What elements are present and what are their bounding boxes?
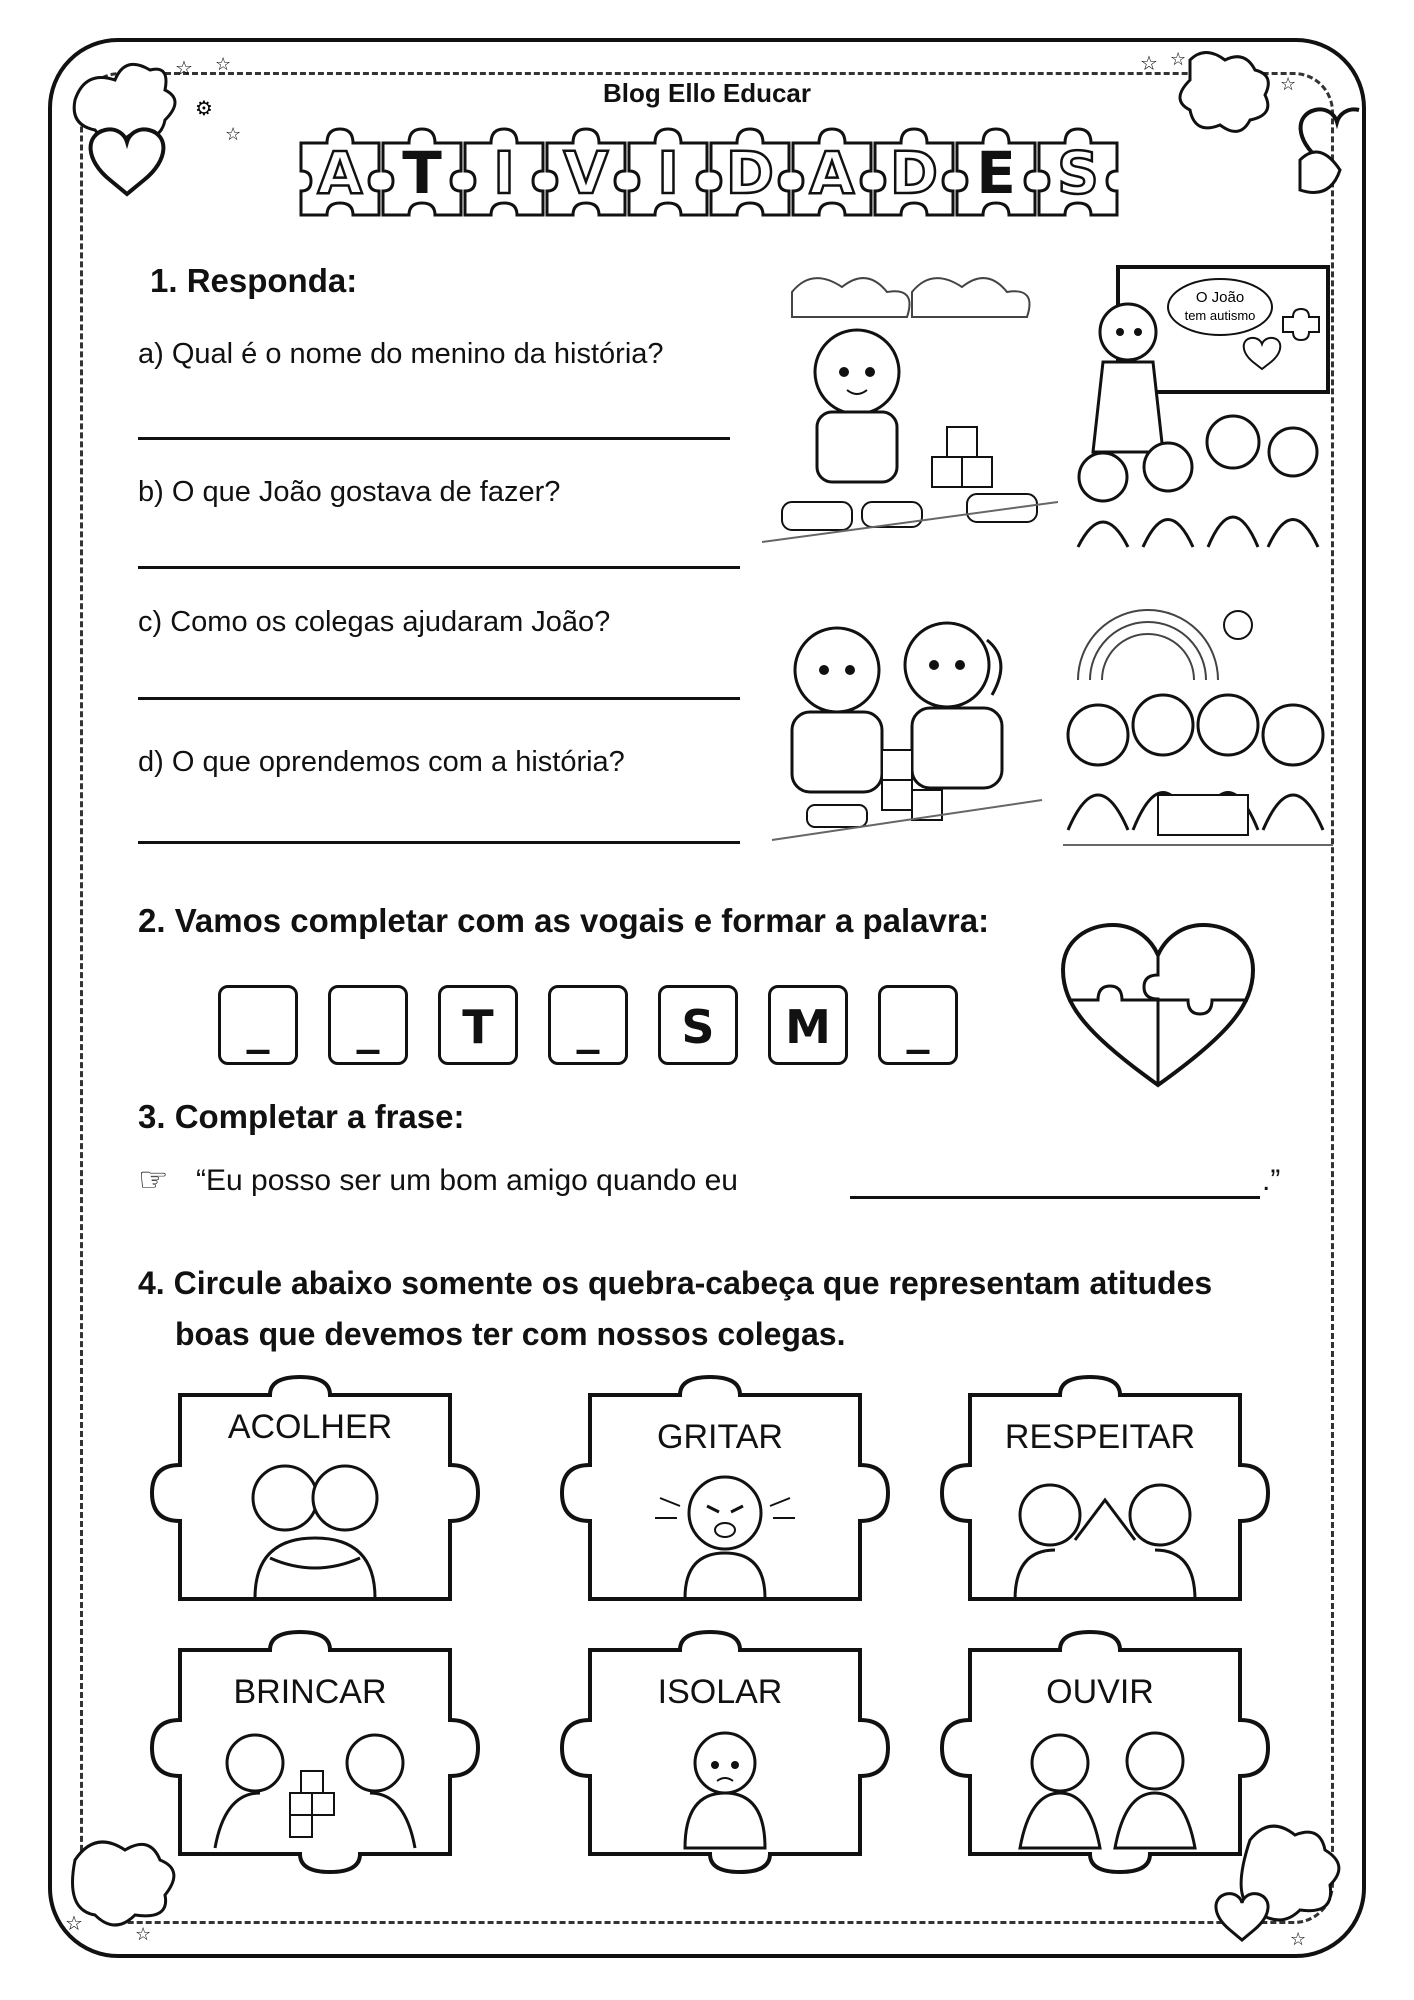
title-letter: V: [563, 139, 609, 207]
piece-label: OUVIR: [1046, 1673, 1154, 1711]
svg-text:☆: ☆: [1280, 74, 1297, 94]
puzzle-heart-icon: [1058, 920, 1258, 1095]
svg-text:☆: ☆: [1170, 49, 1187, 69]
puzzle-piece-gritar[interactable]: [545, 1370, 905, 1610]
puzzle-piece-isolar[interactable]: [545, 1625, 905, 1865]
letter-box[interactable]: _: [548, 985, 628, 1065]
sentence-start: “Eu posso ser um bom amigo quando eu: [196, 1164, 738, 1197]
letter-box[interactable]: _: [878, 985, 958, 1065]
illustration-children-talking: [1005, 1723, 1205, 1853]
answer-line-a[interactable]: [138, 437, 730, 440]
title-letter: E: [976, 139, 1016, 207]
title-letter: A: [317, 139, 363, 207]
question-b: b) O que João gostava de fazer?: [138, 476, 561, 508]
question-a: a) Qual é o nome do menino da história?: [138, 338, 664, 370]
corner-decoration-top-right: [1130, 40, 1360, 210]
pointing-hand-icon: ☞: [138, 1161, 169, 1199]
rainbow-icon: [1078, 610, 1218, 680]
puzzle-piece-brincar[interactable]: [135, 1625, 495, 1865]
svg-text:☆: ☆: [1140, 53, 1158, 75]
title-tile: [1033, 125, 1123, 225]
svg-text:☆: ☆: [65, 1913, 83, 1935]
piece-label: RESPEITAR: [1004, 1418, 1196, 1456]
speech-bubble-line1: O João: [1195, 289, 1245, 306]
answer-line-b[interactable]: [138, 566, 740, 569]
piece-label: ISOLAR: [657, 1673, 783, 1711]
title-letter: S: [1057, 139, 1099, 207]
answer-line-d[interactable]: [138, 841, 740, 844]
title-tile: [541, 125, 631, 225]
title-tile: [869, 125, 959, 225]
illustration-teacher-class: [1058, 262, 1338, 550]
title-puzzle-banner: [295, 125, 1125, 235]
piece-label: BRINCAR: [233, 1673, 387, 1711]
piece-label: GRITAR: [657, 1418, 783, 1456]
letter-box: T: [438, 985, 518, 1065]
sun-icon: [1224, 611, 1252, 639]
section4-heading-line2: boas que devemos ter com nossos colegas.: [175, 1316, 846, 1352]
svg-text:☆: ☆: [135, 1924, 152, 1944]
title-tile: [295, 125, 385, 225]
question-d: d) O que oprendemos com a história?: [138, 746, 625, 778]
title-letter: A: [809, 139, 855, 207]
letter-box[interactable]: _: [328, 985, 408, 1065]
illustration-boy-playing-cars: [762, 262, 1058, 550]
title-tile: [787, 125, 877, 225]
illustration-high-five: [995, 1470, 1215, 1600]
svg-text:☆: ☆: [1290, 1929, 1307, 1949]
illustration-angry-boy: [645, 1468, 805, 1598]
sentence-row: [138, 1160, 1338, 1210]
title-tile: [459, 125, 549, 225]
letter-box: M: [768, 985, 848, 1065]
illustration-children-in-park: [1058, 590, 1338, 852]
puzzle-piece-ouvir[interactable]: [925, 1625, 1285, 1865]
answer-line-c[interactable]: [138, 697, 740, 700]
section2-heading: 2. Vamos completar com as vogais e formar a palavra:: [138, 902, 990, 939]
question-c: c) Como os colegas ajudaram João?: [138, 606, 611, 638]
title-tile: [377, 125, 467, 225]
title-letter: T: [402, 139, 442, 207]
puzzle-piece-acolher[interactable]: [135, 1370, 495, 1610]
title-letter: D: [725, 139, 775, 207]
piece-label: ACOLHER: [227, 1408, 393, 1446]
title-tile: [623, 125, 713, 225]
corner-decoration-top-left: [55, 40, 285, 210]
svg-text:☆: ☆: [225, 124, 242, 144]
svg-text:⚙: ⚙: [195, 98, 213, 120]
sentence-end: .”: [1262, 1164, 1281, 1197]
title-letter: I: [657, 139, 679, 207]
letter-box: S: [658, 985, 738, 1065]
title-letter: I: [493, 139, 515, 207]
blog-name: Blog Ello Educar: [602, 78, 812, 108]
svg-text:☆: ☆: [215, 54, 232, 74]
title-tile: [705, 125, 795, 225]
sentence-answer-line[interactable]: [850, 1196, 1260, 1199]
star-icon: ☆: [175, 58, 193, 80]
section3-heading: 3. Completar a frase:: [138, 1098, 465, 1135]
title-letter: D: [889, 139, 939, 207]
section4-heading-line1: 4. Circule abaixo somente os quebra-cabeça que representam atitudes: [138, 1265, 1213, 1301]
title-tile: [951, 125, 1041, 225]
speech-bubble-line2: tem autismo: [1184, 308, 1256, 323]
puzzle-piece-respeitar[interactable]: [925, 1370, 1285, 1610]
letter-box[interactable]: _: [218, 985, 298, 1065]
illustration-children-building-blocks: [762, 600, 1058, 850]
illustration-playing-blocks: [205, 1723, 425, 1853]
section1-heading: 1. Responda:: [150, 262, 358, 299]
illustration-hugging-children: [235, 1458, 395, 1598]
illustration-sad-boy-alone: [655, 1723, 795, 1853]
